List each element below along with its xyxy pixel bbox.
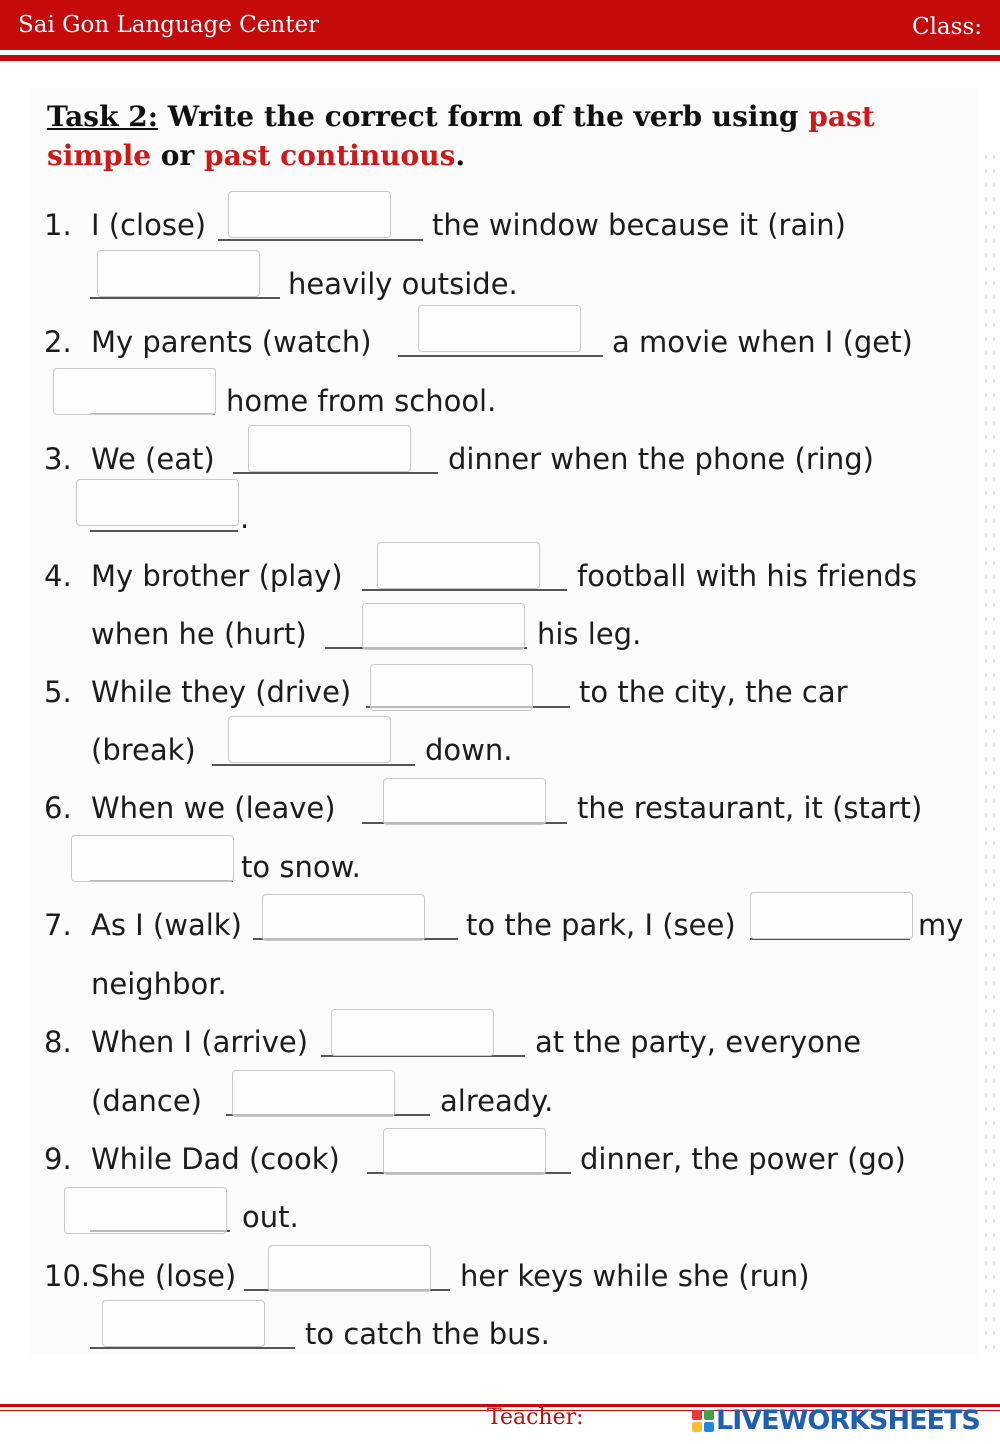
question-number: 8. bbox=[44, 1025, 72, 1059]
answer-box[interactable] bbox=[232, 1070, 395, 1117]
question-text: to the city, the car bbox=[579, 675, 848, 709]
instruction-end: . bbox=[455, 139, 466, 172]
answer-box[interactable] bbox=[362, 603, 525, 650]
liveworksheets-icon bbox=[692, 1410, 714, 1432]
class-label: Class: bbox=[911, 14, 982, 40]
question-text: dinner, the power (go) bbox=[580, 1142, 906, 1176]
answer-box[interactable] bbox=[418, 305, 581, 352]
instruction-connector: or bbox=[151, 139, 204, 172]
teacher-label: Teacher: bbox=[487, 1405, 584, 1430]
question-text: to snow. bbox=[241, 850, 361, 884]
question-text: down. bbox=[425, 733, 513, 767]
header-divider bbox=[0, 55, 1000, 61]
question-text: my bbox=[918, 908, 964, 942]
question-text: I (close) bbox=[91, 208, 207, 242]
liveworksheets-brand: LIVEWORKSHEETS bbox=[716, 1405, 980, 1436]
answer-line bbox=[398, 355, 603, 357]
answer-box[interactable] bbox=[248, 425, 411, 472]
answer-box[interactable] bbox=[64, 1187, 227, 1234]
question-number: 7. bbox=[44, 908, 72, 942]
answer-box[interactable] bbox=[331, 1009, 494, 1056]
header-bar bbox=[0, 0, 1000, 50]
task-number: Task 2: bbox=[47, 100, 159, 133]
question-text: when he (hurt) bbox=[91, 617, 307, 651]
answer-line bbox=[90, 1347, 295, 1349]
answer-box[interactable] bbox=[383, 778, 546, 825]
answer-box[interactable] bbox=[228, 191, 391, 238]
question-text: football with his friends bbox=[577, 559, 918, 593]
question-text: to the park, I (see) bbox=[466, 908, 736, 942]
answer-box[interactable] bbox=[76, 479, 239, 526]
question-number: 5. bbox=[44, 675, 72, 709]
answer-line bbox=[90, 297, 280, 299]
question-number: 10. bbox=[44, 1259, 91, 1293]
answer-box[interactable] bbox=[370, 664, 533, 711]
answer-line bbox=[212, 764, 415, 766]
question-number: 3. bbox=[44, 442, 72, 476]
question-text: to catch the bus. bbox=[305, 1317, 550, 1351]
question-text: When we (leave) bbox=[91, 791, 336, 825]
question-number: 4. bbox=[44, 559, 72, 593]
answer-box[interactable] bbox=[97, 250, 260, 297]
question-text: . bbox=[240, 501, 250, 535]
question-number: 2. bbox=[44, 325, 72, 359]
question-text: She (lose) bbox=[91, 1259, 237, 1293]
question-text: While they (drive) bbox=[91, 675, 352, 709]
question-text: As I (walk) bbox=[91, 908, 242, 942]
question-text: already. bbox=[440, 1084, 554, 1118]
answer-box[interactable] bbox=[53, 368, 216, 415]
answer-box[interactable] bbox=[383, 1128, 546, 1175]
question-number: 1. bbox=[44, 208, 72, 242]
question-text: neighbor. bbox=[91, 967, 227, 1001]
question-text: her keys while she (run) bbox=[460, 1259, 810, 1293]
dotted-margin bbox=[982, 150, 998, 1350]
question-text: his leg. bbox=[537, 617, 642, 651]
question-text: a movie when I (get) bbox=[612, 325, 913, 359]
question-text: (dance) bbox=[91, 1084, 202, 1118]
tense-past-simple: past simple bbox=[47, 100, 875, 172]
question-text: at the party, everyone bbox=[535, 1025, 862, 1059]
question-text: the window because it (rain) bbox=[432, 208, 846, 242]
answer-box[interactable] bbox=[71, 835, 234, 882]
answer-line bbox=[362, 589, 567, 591]
answer-box[interactable] bbox=[750, 892, 913, 939]
question-text: the restaurant, it (start) bbox=[577, 791, 923, 825]
answer-box[interactable] bbox=[228, 716, 391, 763]
center-name: Sai Gon Language Center bbox=[18, 12, 320, 38]
question-text: dinner when the phone (ring) bbox=[448, 442, 874, 476]
task-instruction bbox=[47, 97, 947, 175]
question-text: When I (arrive) bbox=[91, 1025, 309, 1059]
tense-past-continuous: past continuous bbox=[204, 139, 456, 172]
answer-line bbox=[218, 239, 423, 241]
question-text: (break) bbox=[91, 733, 196, 767]
answer-box[interactable] bbox=[102, 1300, 265, 1347]
answer-line bbox=[233, 472, 438, 474]
answer-line bbox=[90, 530, 238, 532]
question-text: My brother (play) bbox=[91, 559, 343, 593]
instruction-text: Write the correct form of the verb using bbox=[158, 100, 809, 133]
answer-box[interactable] bbox=[262, 894, 425, 941]
question-text: While Dad (cook) bbox=[91, 1142, 340, 1176]
question-text: We (eat) bbox=[91, 442, 215, 476]
question-text: heavily outside. bbox=[288, 267, 518, 301]
question-number: 6. bbox=[44, 791, 72, 825]
answer-box[interactable] bbox=[268, 1245, 431, 1292]
question-text: My parents (watch) bbox=[91, 325, 372, 359]
question-text: out. bbox=[242, 1200, 299, 1234]
answer-box[interactable] bbox=[377, 542, 540, 589]
question-number: 9. bbox=[44, 1142, 72, 1176]
question-text: home from school. bbox=[226, 384, 497, 418]
